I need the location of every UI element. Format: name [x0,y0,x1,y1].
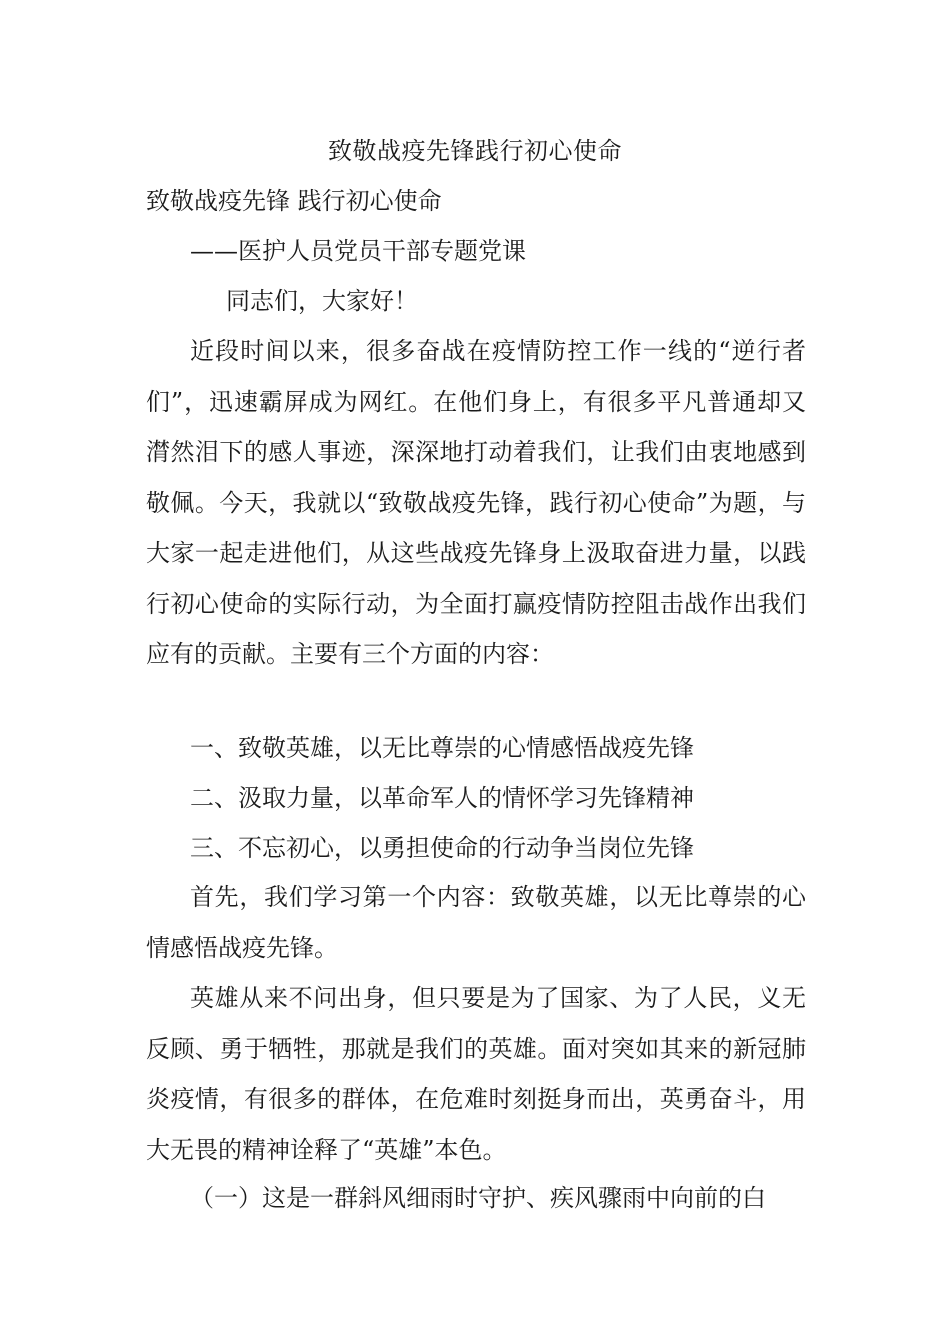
document-byline: ——医护人员党员干部专题党课 [190,237,526,265]
first-section-paragraph: 首先，我们学习第一个内容：致敬英雄，以无比尊崇的心情感悟战疫先锋。 [146,883,806,962]
intro-paragraph: 近段时间以来，很多奋战在疫情防控工作一线的“逆行者们”，迅速霸屏成为网红。在他们身上，有很多平凡普通却又潸然泪下的感人事迹，深深地打动着我们，让我们由衷地感到敬佩。今天，我就以“致敬战疫先锋，践行初心使命”为题，与大家一起走进他们，从这些战疫先锋身上汲取奋进力量，以践行初心使命的实际行动，为全面打赢疫情防控阻击战作出我们应有的贡献。主要有三个方面的内容： [146,337,806,668]
outline-item-1: 一、致敬英雄，以无比尊崇的心情感悟战疫先锋 [190,734,694,762]
outline-item-2: 二、汲取力量，以革命军人的情怀学习先锋精神 [190,784,694,812]
document-title: 致敬战疫先锋践行初心使命 [328,137,622,165]
hero-paragraph: 英雄从来不问出身，但只要是为了国家、为了人民，义无反顾、勇于牺牲，那就是我们的英雄。面对突如其来的新冠肺炎疫情，有很多的群体，在危难时刻挺身而出，英勇奋斗，用大无畏的精神诠释了“英雄”本色。 [146,984,806,1164]
last-line: （一）这是一群斜风细雨时守护、疾风骤雨中向前的白 [190,1184,766,1212]
document-subtitle: 致敬战疫先锋 践行初心使命 [146,187,442,215]
outline-item-3: 三、不忘初心，以勇担使命的行动争当岗位先锋 [190,834,694,862]
greeting-line: 同志们，大家好！ [226,287,418,315]
